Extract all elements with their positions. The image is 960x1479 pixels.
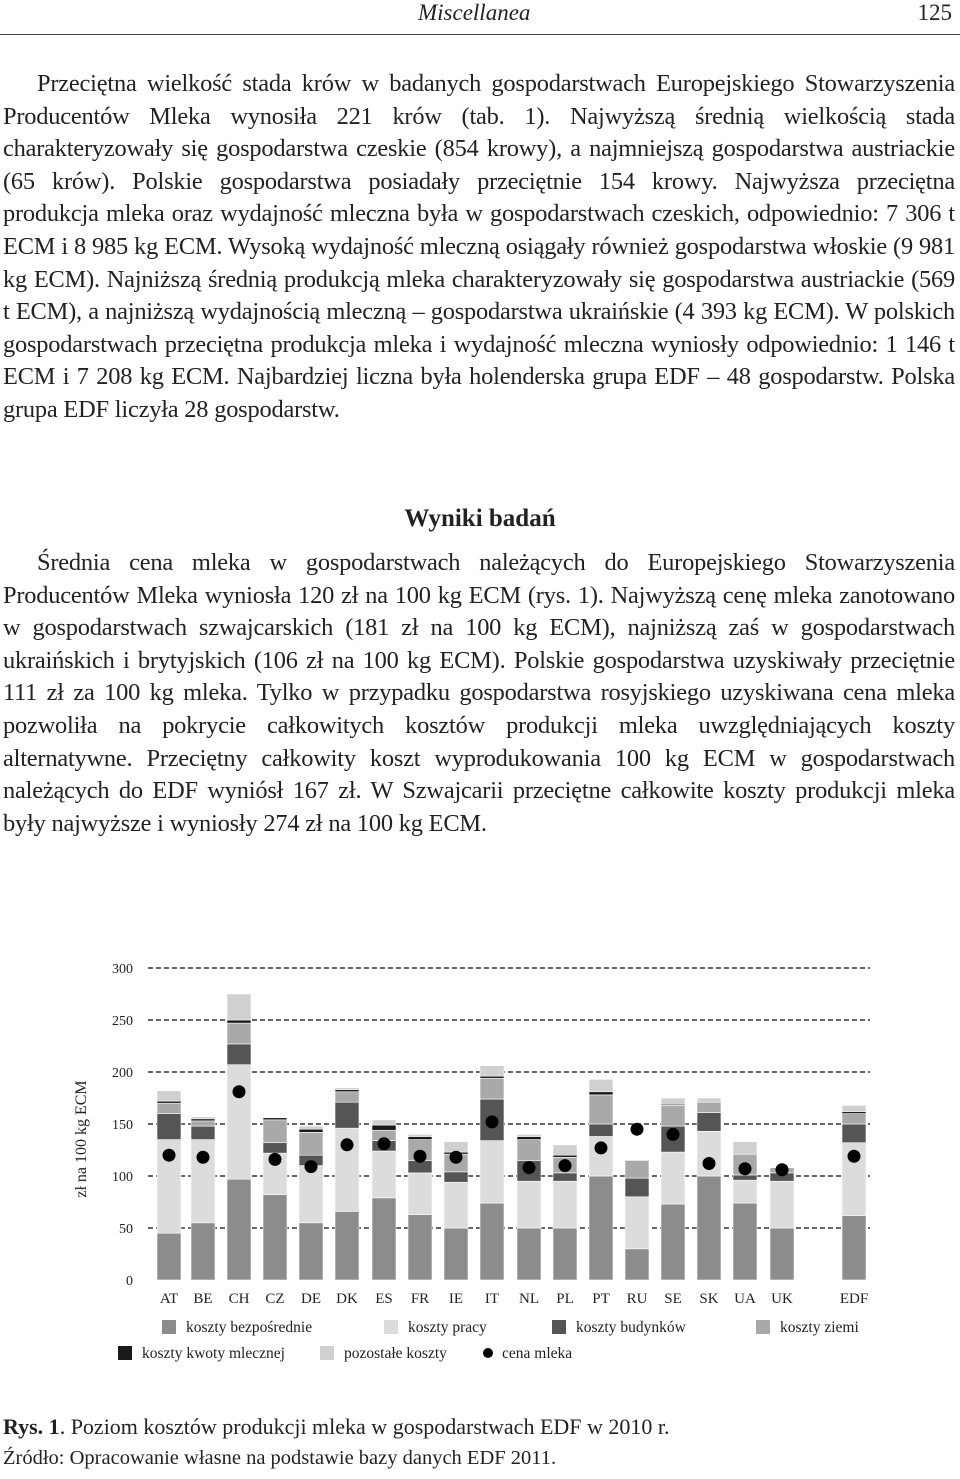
bar-segment (625, 1178, 649, 1197)
figure-caption (3, 1414, 670, 1440)
bar-segment (299, 1126, 323, 1129)
x-tick-label: PT (592, 1291, 610, 1307)
bar-segment (480, 1066, 504, 1076)
bar-segment (157, 1091, 181, 1101)
bar-segment (408, 1214, 432, 1280)
price-point (163, 1149, 176, 1162)
x-tick-label: SK (699, 1291, 719, 1307)
bar-segment (227, 1044, 251, 1065)
bar-segment (444, 1142, 468, 1152)
bar-segment (191, 1121, 215, 1126)
bar-segment (444, 1182, 468, 1228)
page-number: 125 (917, 0, 952, 25)
y-tick-label: 250 (112, 1014, 133, 1029)
bar-segment (480, 1203, 504, 1280)
x-tick-label: NL (519, 1291, 539, 1307)
y-axis-label: zł na 100 kg ECM (73, 1080, 90, 1198)
bar-segment (157, 1101, 181, 1103)
price-point (197, 1151, 210, 1164)
bar-segment (697, 1113, 721, 1132)
bar-segment (589, 1095, 613, 1124)
bar-segment (299, 1129, 323, 1132)
legend-swatch (162, 1320, 176, 1334)
legend-price-marker (483, 1348, 493, 1358)
price-point (848, 1150, 861, 1163)
y-tick-label: 150 (112, 1118, 133, 1133)
price-point (595, 1141, 608, 1154)
bar-segment (227, 1065, 251, 1179)
bar-segment (842, 1114, 866, 1124)
legend-label: koszty bezpośrednie (186, 1319, 313, 1336)
x-tick-label: CH (228, 1291, 250, 1307)
bar-segment (770, 1228, 794, 1280)
bar-segment (299, 1223, 323, 1280)
legend-swatch (118, 1346, 132, 1360)
bar-segment (480, 1076, 504, 1078)
figure-label: Rys. 1 (3, 1414, 60, 1439)
bar-segment (697, 1176, 721, 1280)
x-tick-label: CZ (265, 1291, 285, 1307)
bar-segment (553, 1145, 577, 1155)
bar-segment (157, 1103, 181, 1113)
y-tick-label: 50 (119, 1222, 133, 1237)
bar-segment (842, 1216, 866, 1280)
bar-segment (733, 1180, 757, 1203)
bar-segment (517, 1140, 541, 1161)
bar-segment (335, 1090, 359, 1092)
price-point (233, 1085, 246, 1098)
y-tick-label: 300 (112, 962, 133, 977)
y-tick-label: 100 (112, 1170, 133, 1185)
bar-segment (157, 1233, 181, 1280)
bar-segment (517, 1136, 541, 1139)
bar-segment (589, 1176, 613, 1280)
legend-label: koszty ziemi (780, 1319, 859, 1336)
price-point (305, 1160, 318, 1173)
bar-segment (444, 1172, 468, 1182)
bar-segment (553, 1181, 577, 1228)
price-point (776, 1163, 789, 1176)
bar-segment (335, 1102, 359, 1128)
bar-segment (191, 1119, 215, 1121)
x-tick-label: IE (448, 1291, 464, 1307)
bar-segment (408, 1134, 432, 1136)
bar-segment (625, 1160, 649, 1178)
x-tick-label: UA (734, 1291, 756, 1307)
x-tick-label: UK (771, 1291, 793, 1307)
x-tick-label: IT (484, 1291, 500, 1307)
price-point (414, 1150, 427, 1163)
x-tick-label: DK (336, 1291, 358, 1307)
bar-segment (299, 1132, 323, 1155)
bar-segment (444, 1228, 468, 1280)
bar-segment (553, 1228, 577, 1280)
bar-segment (372, 1151, 396, 1198)
bar-segment (408, 1173, 432, 1215)
price-point (559, 1159, 572, 1172)
section-heading: Wyniki badań (404, 505, 556, 532)
section-title: Miscellanea (418, 0, 531, 25)
bar-segment (517, 1228, 541, 1280)
bar-segment (517, 1181, 541, 1228)
bar-segment (372, 1125, 396, 1130)
bar-segment (372, 1120, 396, 1125)
bar-segment (263, 1143, 287, 1153)
bar-segment (842, 1124, 866, 1143)
bar-segment (299, 1166, 323, 1223)
y-tick-label: 200 (112, 1066, 133, 1081)
legend-label: cena mleka (502, 1345, 573, 1362)
bar-segment (733, 1142, 757, 1154)
bar-segment (480, 1141, 504, 1203)
bar-segment (263, 1195, 287, 1280)
bar-segment (553, 1155, 577, 1157)
paragraph-herd-size: Przeciętna wielkość stada krów w badanych gospodarstwach Europejskiego Stowarzyszenia Producentów Mleka wynosiła 221 krów (tab. 1). Najwyższą średnią wielkością stada charakteryzowały się gospodarstwa czeskie (854 krowy), a najmniejszą gospodarstwa austriackie (65 krów). Polskie gospodarstwa posiadały przeciętnie 154 krowy. Najwyższa przeciętna produkcja mleka oraz wydajność mleczna była w gospodarstwach czeskich, odpowiednio: 7 306 t ECM i 8 985 kg ECM. Wysoką wydajność mleczną osiągały również gospodarstwa włoskie (9 981 kg ECM). Najniższą średnią produkcją mleka charakteryzowały się gospodarstwa austriackie (569 t ECM), a najniższą wydajnością mleczną – gospodarstwa ukraińskie (4 393 kg ECM). W polskich gospodarstwach przeciętna produkcja mleka i wydajność mleczna wyniosły odpowiednio: 1 146 t ECM i 7 208 kg ECM. Najbardziej liczna była holenderska grupa EDF – 48 gospodarstw. Polska grupa EDF liczyła 28 gospodarstw. (3, 70, 955, 423)
bar-segment (661, 1204, 685, 1280)
x-tick-label: ES (375, 1291, 393, 1307)
legend-swatch (320, 1346, 334, 1360)
x-tick-label: DE (301, 1291, 321, 1307)
bar-segment (842, 1105, 866, 1111)
bar-segment (335, 1088, 359, 1090)
price-point (341, 1138, 354, 1151)
price-point (450, 1151, 463, 1164)
bar-segment (191, 1117, 215, 1119)
x-tick-label: BE (193, 1291, 213, 1307)
bar-segment (733, 1175, 757, 1180)
bar-segment (372, 1198, 396, 1280)
price-point (378, 1137, 391, 1150)
y-tick-label: 0 (126, 1274, 133, 1289)
price-point (739, 1162, 752, 1175)
bar-segment (227, 1023, 251, 1044)
price-point (631, 1123, 644, 1136)
bar-segment (625, 1249, 649, 1280)
bar-segment (191, 1126, 215, 1140)
bar-segment (770, 1181, 794, 1228)
paragraph-results: Średnia cena mleka w gospodarstwach należących do Europejskiego Stowarzyszenia Producentów Mleka wyniosła 120 zł na 100 kg ECM (rys. 1). Najwyższą cenę mleka zanotowano w gospodarstwach szwajcarskich (181 zł na 100 kg ECM), najniższą zaś w gospodarstwach ukraińskich i brytyjskich (106 zł na 100 kg ECM). Polskie gospodarstwa uzyskiwały przeciętnie 111 zł za 100 kg mleka. Tylko w przypadku gospodarstwa rosyjskiego uzyskiwana cena mleka pozwoliła na pokrycie całkowitych kosztów produkcji mleka uwzględniających koszty alternatywne. Przeciętny całkowity koszt wyprodukowania 100 kg ECM w gospodarstwach należących do EDF wyniósł 167 zł. W Szwajcarii przeciętne całkowite koszty produkcji mleka były najwyższe i wyniosły 274 zł na 100 kg ECM. (3, 549, 955, 837)
x-tick-label: FR (410, 1291, 430, 1307)
bar-segment (661, 1105, 685, 1126)
bar-segment (191, 1223, 215, 1280)
legend-label: koszty kwoty mlecznej (142, 1345, 285, 1362)
bar-segment (625, 1197, 649, 1249)
x-tick-label: PL (556, 1291, 574, 1307)
bar-segment (589, 1124, 613, 1136)
bar-segment (227, 1020, 251, 1023)
bar-segment (335, 1211, 359, 1280)
price-point (269, 1153, 282, 1166)
x-tick-label: EDF (839, 1291, 869, 1307)
bar-segment (733, 1203, 757, 1280)
bar-segment (661, 1098, 685, 1104)
bar-segment (697, 1102, 721, 1112)
price-point (703, 1157, 716, 1170)
bar-segment (263, 1120, 287, 1143)
figure-source: Źródło: Opracowanie własne na podstawie bazy danych EDF 2011. (3, 1447, 557, 1469)
bar-segment (157, 1114, 181, 1140)
bar-segment (517, 1134, 541, 1136)
price-point (667, 1128, 680, 1141)
x-tick-label: AT (159, 1291, 179, 1307)
price-point (523, 1161, 536, 1174)
x-tick-label: RU (626, 1291, 648, 1307)
legend-swatch (756, 1320, 770, 1334)
legend-label: koszty budynków (576, 1319, 686, 1336)
legend-swatch (552, 1320, 566, 1334)
legend-label: pozostałe koszty (344, 1345, 447, 1362)
bar-segment (589, 1079, 613, 1091)
bar-segment (263, 1118, 287, 1120)
bar-segment (227, 1179, 251, 1280)
figure-caption-text: . Poziom kosztów produkcji mleka w gospodarstwach EDF w 2010 r. (59, 1414, 670, 1439)
legend-label: koszty pracy (408, 1319, 487, 1336)
bar-segment (335, 1092, 359, 1102)
bar-segment (553, 1173, 577, 1181)
bar-segment (480, 1078, 504, 1099)
running-header (0, 0, 960, 35)
bar-segment (842, 1112, 866, 1114)
price-point (486, 1115, 499, 1128)
bar-segment (697, 1098, 721, 1102)
legend-swatch (384, 1320, 398, 1334)
bar-segment (227, 994, 251, 1020)
bar-segment (661, 1152, 685, 1204)
bar-segment (589, 1092, 613, 1095)
cost-chart (0, 950, 960, 1395)
x-tick-label: SE (664, 1291, 682, 1307)
bar-segment (408, 1136, 432, 1139)
